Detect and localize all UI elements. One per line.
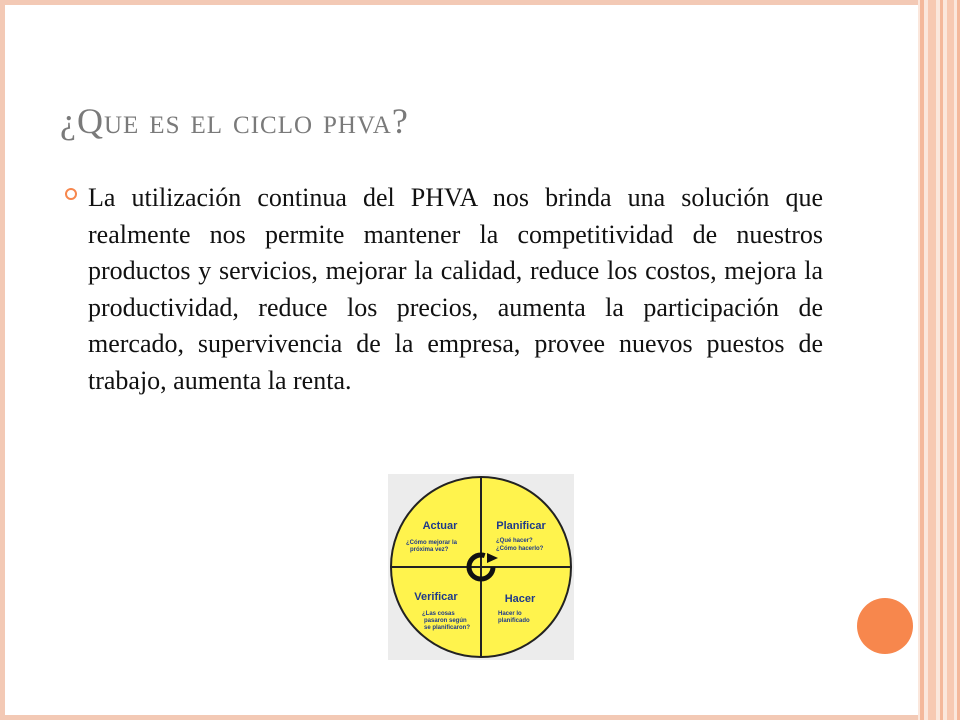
bullet-icon: [64, 187, 78, 201]
quadrant-bullet: se planificaron?: [424, 625, 471, 631]
quadrant-bullet: Hacer lo: [498, 611, 522, 617]
quadrant-bullet: planificado: [498, 618, 530, 624]
quadrant-bullet: ¿Cómo hacerlo?: [496, 546, 544, 552]
quadrant-title-hacer: Hacer: [504, 593, 536, 605]
slide-border-bottom: [0, 715, 918, 720]
quadrant-title-verificar: Verificar: [414, 591, 458, 603]
slide-border-left: [0, 0, 5, 720]
accent-dot: [857, 598, 913, 654]
quadrant-title-actuar: Actuar: [422, 520, 458, 532]
quadrant-bullet: ¿Cómo mejorar la: [406, 540, 458, 546]
quadrant-bullet: ¿Las cosas: [422, 611, 455, 617]
quadrant-title-planificar: Planificar: [496, 520, 546, 532]
quadrant-bullet: ¿Qué hacer?: [496, 538, 533, 544]
slide-body-text: La utilización continua del PHVA nos brinda una solución que realmente nos permite mantener la competitividad de nuestros productos y servicios, mejorar la calidad, reduce los costos, mejora la productividad, reduce los precios, aumenta la participación de mercado, supervivencia de la empresa, provee nuevos puestos de trabajo, aumenta la renta.: [88, 183, 823, 395]
quadrant-bullet: próxima vez?: [410, 547, 449, 553]
slide-title: ¿Que es el ciclo phva?: [60, 101, 409, 141]
slide-border-top: [0, 0, 918, 5]
decorative-side-stripes: [918, 0, 960, 720]
phva-cycle-diagram: [388, 474, 574, 660]
quadrant-bullet: pasaron según: [424, 618, 467, 624]
